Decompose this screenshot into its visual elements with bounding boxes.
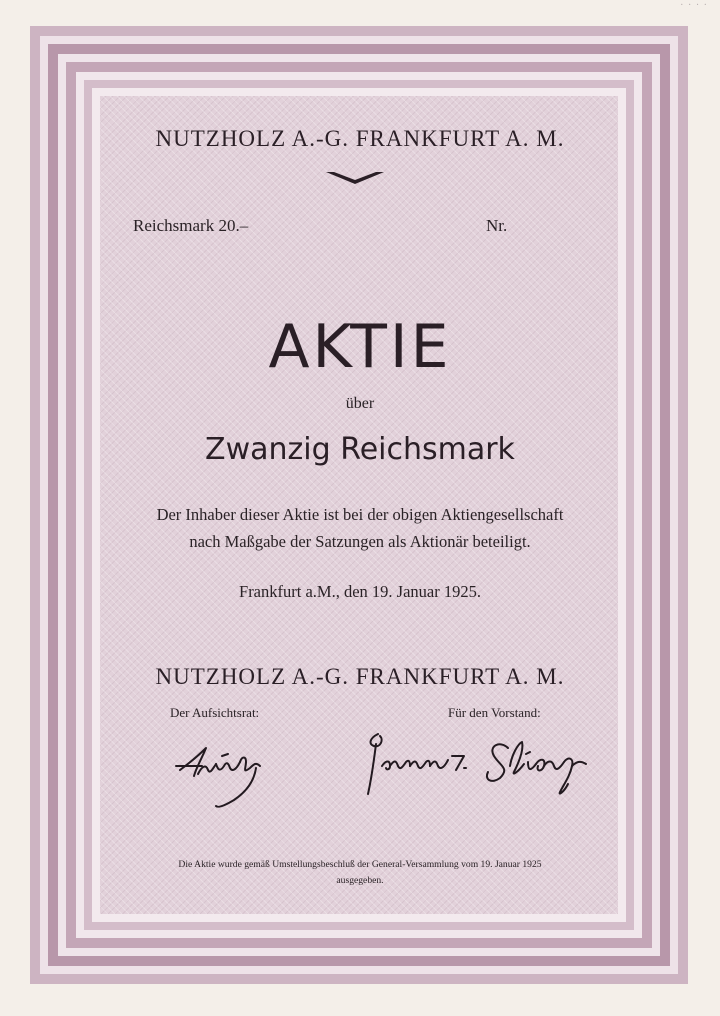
body-text-line-2: nach Maßgabe der Satzungen als Aktionär beteiligt.	[189, 532, 531, 551]
management-board-label: Für den Vorstand:	[448, 705, 541, 720]
body-text-line-1: Der Inhaber dieser Aktie ist bei der obigen Aktiengesellschaft	[156, 505, 564, 524]
ornament-icon	[324, 170, 386, 186]
company-header: NUTZHOLZ A.-G. FRANKFURT A. M.	[155, 126, 565, 151]
supervisory-board-label: Der Aufsichtsrat:	[170, 705, 260, 720]
denomination: Reichsmark 20.–	[133, 216, 249, 235]
over-text: über	[345, 395, 375, 412]
company-footer: NUTZHOLZ A.-G. FRANKFURT A. M.	[155, 664, 565, 689]
certificate-title: AKTIE	[268, 312, 452, 382]
signature-supervisory-board	[172, 726, 272, 812]
number-label: Nr.	[486, 216, 508, 235]
place-and-date: Frankfurt a.M., den 19. Januar 1925.	[239, 582, 481, 601]
amount-in-words: Zwanzig Reichsmark	[205, 432, 515, 467]
signature-management-board	[360, 726, 620, 802]
corner-mark: · · · ·	[680, 0, 708, 11]
footer-note-line-2: ausgegeben.	[336, 875, 384, 886]
footer-note-line-1: Die Aktie wurde gemäß Umstellungsbeschluß der General-Versammlung vom 19. Januar 1925	[178, 859, 542, 870]
